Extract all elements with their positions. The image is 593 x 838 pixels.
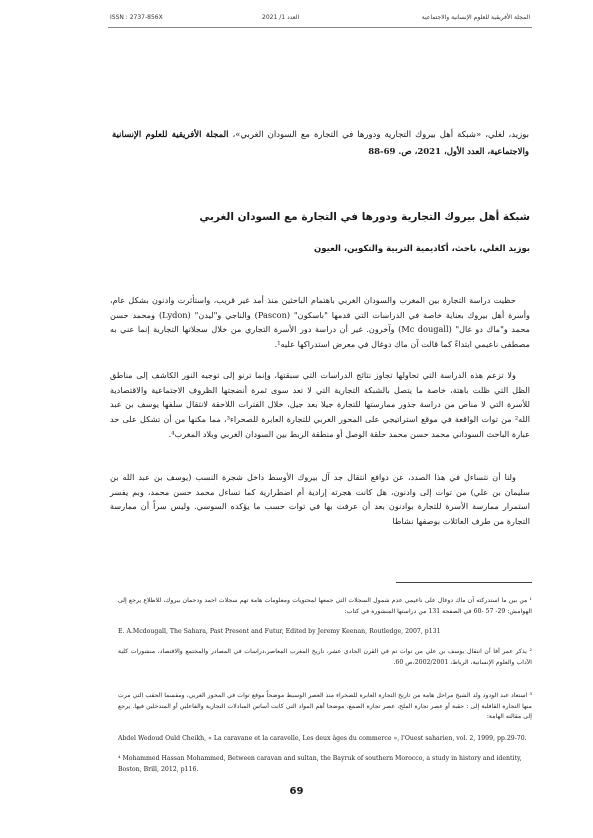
- header-journal: المجلة الأفريقية للعلوم الإنسانية والاجتماعية: [421, 14, 530, 21]
- citation-tail: ، العدد الأول، 2021، ص. 69-88: [368, 147, 491, 157]
- header-issue: العدد 1/ 2021: [262, 14, 300, 21]
- body-paragraph-2: [110, 368, 530, 442]
- body-paragraph-1: [110, 293, 530, 352]
- citation-journal: المجلة الأفريقية للعلوم الإنسانية والاجتماعية: [112, 130, 529, 157]
- footnote-divider: [396, 582, 532, 583]
- article-title: شبكة أهل بيروك التجارية ودورها في التجارة مع السودان الغربي: [199, 211, 530, 223]
- paragraph-text: حظيت دراسة التجارة بين المغرب والسودان الغربي باهتمام الباحثين منذ أمد غير قريب، واستأثرت وادنون بشكل عام، وأسرة أهل بيروك بعناية خاصة في الدراسات التي قدمها "باسكون" (Pascon) والناجي و"ليدن" (Lydon) ومحمد حسن محمد و"ماك دو غال" (Mc dougall) وآخرون. غير أن دراسة دور الأسرة التجاري من خلال سجلاتها التجارية إنما عني به مصطفى ناعيمي ابتداءً كما قالت آن ماك دوغال في معرض استدراكها عليه¹.: [110, 295, 531, 350]
- citation-block: [112, 127, 529, 161]
- page-number: 69: [289, 786, 304, 797]
- footnote-4-reference: ⁴ Mohammed Hassan Mohammed, Between caravan and sultan, the Bayruk of southern Morocco, a study in history and identity, Boston, Brill, 2012, p116.: [118, 755, 522, 773]
- footnote-3-reference: Abdel Wedoud Ould Cheikh, « La caravane et la caravelle, Les deux âges du commerce », l'Ouest saharien, vol. 2, 1999, pp.29-70.: [118, 735, 527, 742]
- footnote-2: ² يذكر عمر أفا أن انتقال يوسف بن علي من توات تم في القرن الحادي عشر، تاريخ المغرب المعاصر،دراسات في المصادر والمجتمع والاقتصاد، منشورات كلية الآداب والعلوم الإنسانية، الرباط، 2002/2001،ص 60.: [118, 648, 532, 666]
- header-issn: ISSN : 2737-856X: [110, 14, 163, 21]
- paragraph-text: ولنا أن نتساءل في هذا الصدد، عن دوافع انتقال جد آل بيروك الأوسط داخل شجرة النسب (يوسف بن عبد الله بن سليمان بن علي) من توات إلى وادنون، هل كانت هجرته إرادية أم اضطرارية كما تساءل محمد حسن محمد، وبم يفسر استمرار ممارسة الأسرة للتجارة بوادنون بعد أن عرفت بها في توات حسب ما يؤكده السوسي. وليس سراً أن ممارسة التجارة من طرف العائلات بوصفها نشاطا: [110, 472, 530, 527]
- footnote-1-reference: E. A.Mcdougall, The Sahara, Past Present and Futur, Edited by Jeremy Keenan, Routledge, 2007, p131: [118, 628, 441, 635]
- running-header: [110, 14, 530, 26]
- body-paragraph-3: [110, 470, 530, 529]
- header-divider: [108, 27, 532, 28]
- citation-lead: بوزيد، لغلي، «شبكة أهل بيروك التجارية ودورها في التجارة مع السودان الغربي»،: [232, 130, 529, 140]
- author-line: بوزيد الغلي، باحث، أكاديمية التربية والتكوين، العيون: [314, 244, 530, 254]
- footnote-3: ³ استعاد عبد الودود ولد الشيخ مراحل هامة من تاريخ التجارة العابرة للصحراء منذ العصر الوسيط موضحاً موقع توات في المحور الغربي، ومقسما الحقب التي مرت منها التجارة القافلية إلى : حقبة أو عصر تجارة الملح، عصر تجارة الصمغ، موضحا أهم المواد التي كانت أساس المبادلات التجارية والفاعلين أو المتدخلين فيها. يرجع إلى مقالته الهامة:: [118, 692, 532, 720]
- paragraph-text: ولا تزعم هذه الدراسة التي تحاولها تجاوز نتائج الدراسات التي سبقتها، وإنما ترنو إلى توجيه النور الكاشف إلى مناطق الظل التي ظلت باهتة، خاصة ما يتصل بالشبكة التجارية التي لا تعد سوى ثمرة أنضجتها الظروف الاجتماعية والاقتصادية للأسرة التي لا مناص من دراسة جذور ممارستها للتجارة جيلا بعد جيل، خلال الفترات اللاحقة لانتقال سلفها يوسف بن عبد الله² من توات الواقعة في موقع استراتيجي على المحور الغربي للتجارة العابرة للصحراء³، مما مكنها من أن تشكل على حد عبارة الباحث السوداني محمد حسن محمد حلقة الوصل أو منطقة الربط بين السودان الغربي وبلاد المغرب⁴.: [110, 370, 530, 439]
- footnote-1: ¹ من بين ما استدركته آن ماك دوغال على ناعيمي عدم شمول السجلات التي جمعها لمحتويات ومعلومات هامة تهم سجلات احمد ودحمان بيروك، للاطلاع يرجع إلى الهوامش: 29- 57 -60 في الصفحة 131 من دراستها المنشورة في كتاب:: [118, 597, 532, 615]
